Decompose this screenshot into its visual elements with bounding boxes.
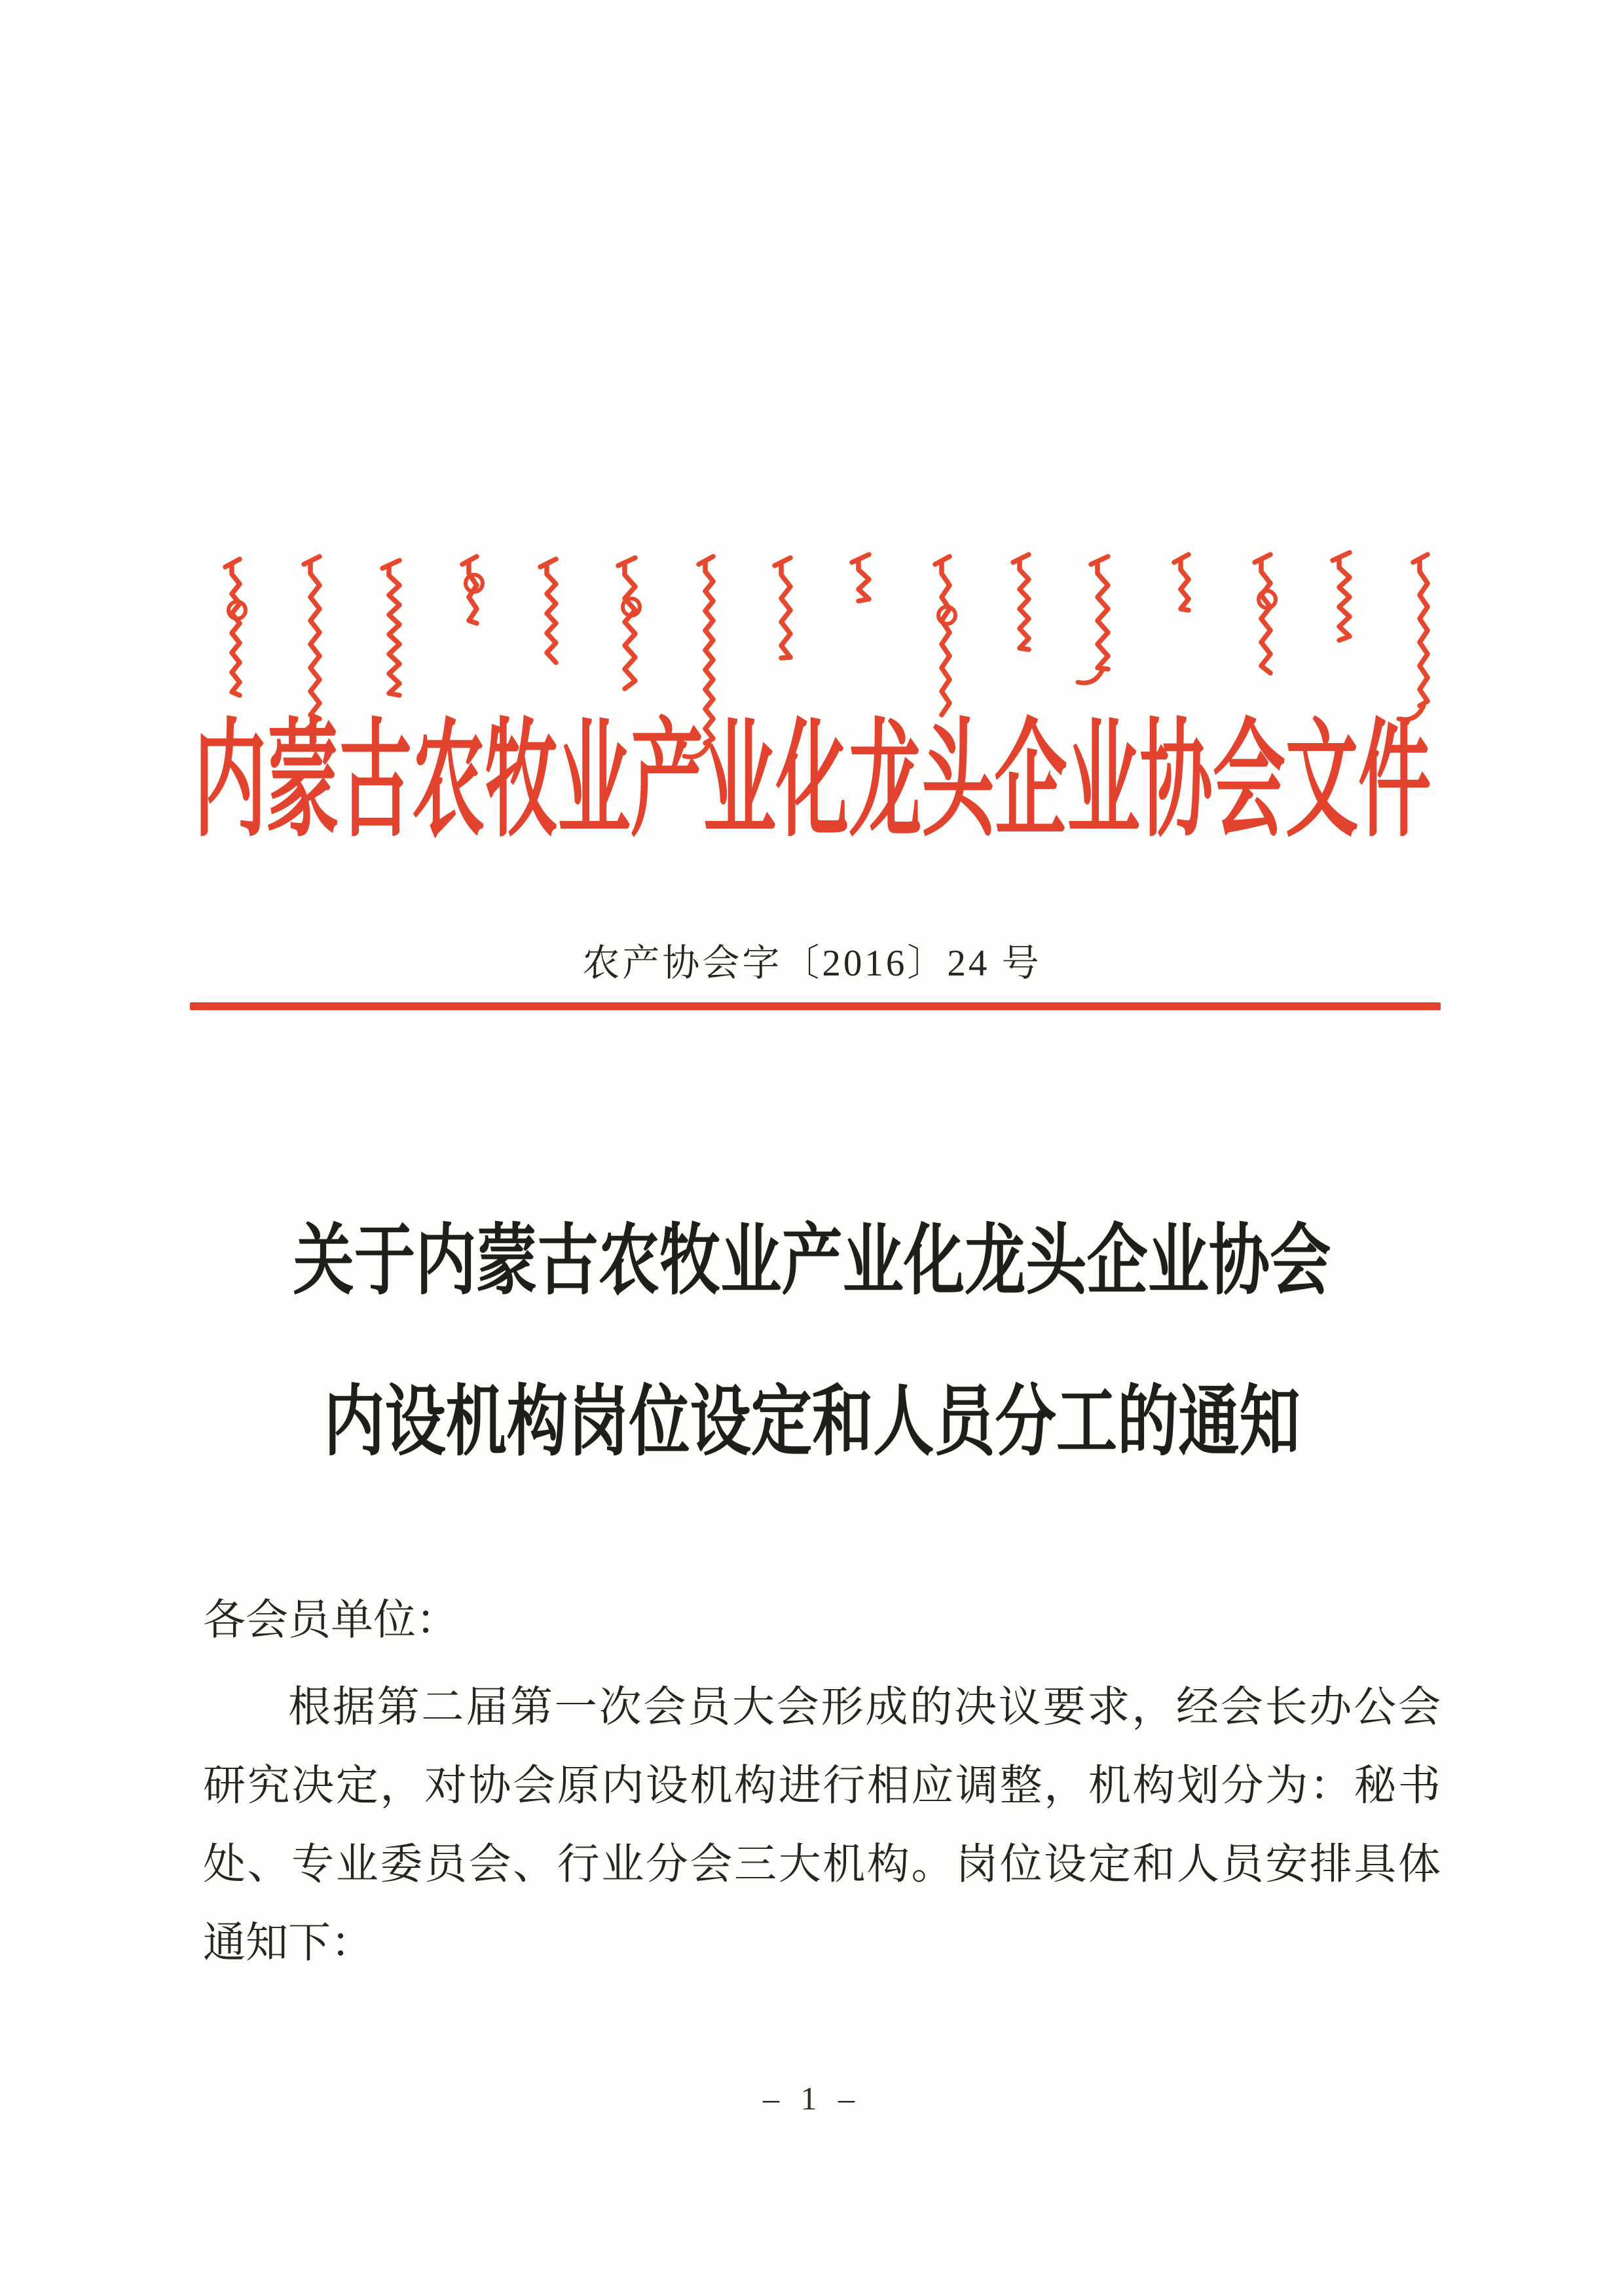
page-number: – 1 – [763,2080,861,2117]
org-title [0,711,1624,852]
salutation: 各会员单位： [203,1597,459,1644]
org-title-text: 内蒙古农牧业产业化龙头企业协会文件 [193,711,1431,852]
notice-title-line-1-text: 关于内蒙古农牧业产业化龙头企业协会 [293,1218,1331,1304]
notice-title [0,1218,1624,1545]
doc-number: 农产协会字〔2016〕24 号 [582,943,1042,984]
body-line: 通知下： [203,1920,374,1967]
notice-title-line-1 [0,1218,1624,1384]
notice-title-line-2-text: 内设机构岗位设定和人员分工的通知 [323,1379,1301,1465]
body-line: 研究决定，对协会原内设机构进行相应调整，机构划分为：秘书 [203,1762,1441,1810]
body-line: 根据第二届第一次会员大会形成的决议要求，经会长办公会 [288,1684,1441,1731]
body-line: 处、专业委员会、行业分会三大机构。岗位设定和人员安排具体 [203,1841,1441,1888]
notice-title-line-2 [0,1379,1624,1545]
red-divider-line [190,1002,1441,1010]
body-paragraph [203,1668,1441,1982]
